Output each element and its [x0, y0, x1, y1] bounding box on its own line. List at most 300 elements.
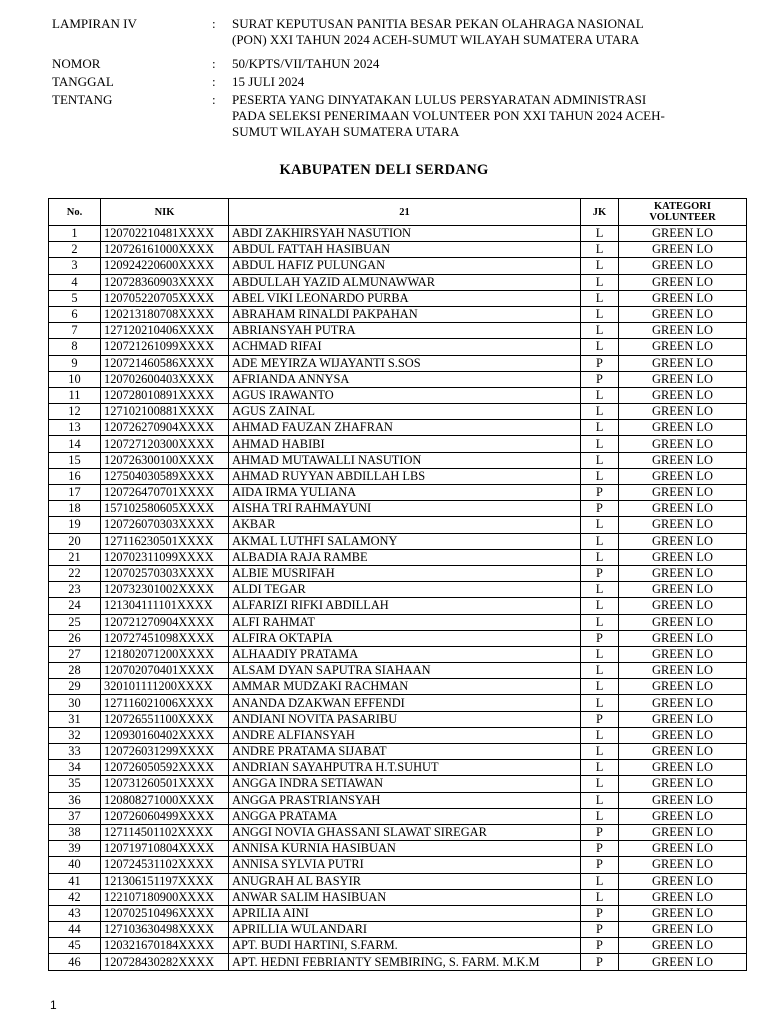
- row-kategori: GREEN LO: [619, 938, 747, 954]
- row-kategori: GREEN LO: [619, 226, 747, 242]
- row-jk: L: [581, 517, 619, 533]
- table-row: [49, 744, 747, 760]
- row-kategori: GREEN LO: [619, 306, 747, 322]
- row-name: AHMAD FAUZAN ZHAFRAN: [229, 420, 581, 436]
- row-number: 45: [49, 938, 101, 954]
- row-number: 42: [49, 889, 101, 905]
- row-kategori: GREEN LO: [619, 776, 747, 792]
- lampiran-colon: :: [212, 16, 216, 31]
- row-nik: 120721270904XXXX: [101, 614, 229, 630]
- row-kategori: GREEN LO: [619, 954, 747, 970]
- row-jk: P: [581, 485, 619, 501]
- row-number: 6: [49, 306, 101, 322]
- table-row: [49, 306, 747, 322]
- table-row: [49, 760, 747, 776]
- row-name: AHMAD HABIBI: [229, 436, 581, 452]
- row-kategori: GREEN LO: [619, 614, 747, 630]
- row-name: ANUGRAH AL BASYIR: [229, 873, 581, 889]
- row-jk: L: [581, 549, 619, 565]
- row-jk: P: [581, 501, 619, 517]
- row-kategori: GREEN LO: [619, 533, 747, 549]
- row-number: 15: [49, 452, 101, 468]
- row-number: 29: [49, 679, 101, 695]
- row-nik: 120726161000XXXX: [101, 242, 229, 258]
- row-name: ALHAADIY PRATAMA: [229, 646, 581, 662]
- row-jk: L: [581, 792, 619, 808]
- row-number: 33: [49, 744, 101, 760]
- row-name: AGUS IRAWANTO: [229, 387, 581, 403]
- row-nik: 120726060499XXXX: [101, 808, 229, 824]
- row-name: APT. HEDNI FEBRIANTY SEMBIRING, S. FARM. M.K.M: [229, 954, 581, 970]
- tentang-value: [232, 92, 752, 140]
- table-row: [49, 873, 747, 889]
- row-number: 38: [49, 824, 101, 840]
- table-row: [49, 355, 747, 371]
- row-name: ABDUL HAFIZ PULUNGAN: [229, 258, 581, 274]
- row-nik: 120321670184XXXX: [101, 938, 229, 954]
- row-nik: 121802071200XXXX: [101, 646, 229, 662]
- row-jk: P: [581, 630, 619, 646]
- row-number: 25: [49, 614, 101, 630]
- row-name: ANWAR SALIM HASIBUAN: [229, 889, 581, 905]
- table-row: [49, 485, 747, 501]
- row-number: 3: [49, 258, 101, 274]
- row-kategori: GREEN LO: [619, 517, 747, 533]
- row-nik: 120705220705XXXX: [101, 290, 229, 306]
- row-jk: L: [581, 663, 619, 679]
- row-kategori: GREEN LO: [619, 646, 747, 662]
- row-number: 44: [49, 922, 101, 938]
- table-row: [49, 420, 747, 436]
- row-nik: 120728360903XXXX: [101, 274, 229, 290]
- row-nik: 120726270904XXXX: [101, 420, 229, 436]
- tentang-line: PESERTA YANG DINYATAKAN LULUS PERSYARATAN ADMINISTRASI: [232, 92, 647, 107]
- table-header-row: [49, 199, 747, 226]
- header-jk: JK: [581, 199, 619, 226]
- row-jk: L: [581, 727, 619, 743]
- row-number: 27: [49, 646, 101, 662]
- row-number: 5: [49, 290, 101, 306]
- row-kategori: GREEN LO: [619, 841, 747, 857]
- row-number: 36: [49, 792, 101, 808]
- row-jk: P: [581, 938, 619, 954]
- row-kategori: GREEN LO: [619, 727, 747, 743]
- row-number: 46: [49, 954, 101, 970]
- row-jk: P: [581, 922, 619, 938]
- row-jk: L: [581, 436, 619, 452]
- row-kategori: GREEN LO: [619, 824, 747, 840]
- row-jk: L: [581, 258, 619, 274]
- row-number: 32: [49, 727, 101, 743]
- row-jk: L: [581, 744, 619, 760]
- row-jk: L: [581, 226, 619, 242]
- header-no: No.: [49, 199, 101, 226]
- row-number: 14: [49, 436, 101, 452]
- row-name: AKMAL LUTHFI SALAMONY: [229, 533, 581, 549]
- row-kategori: GREEN LO: [619, 242, 747, 258]
- table-row: [49, 938, 747, 954]
- row-jk: P: [581, 565, 619, 581]
- row-kategori: GREEN LO: [619, 630, 747, 646]
- row-kategori: GREEN LO: [619, 323, 747, 339]
- table-row: [49, 954, 747, 970]
- row-kategori: GREEN LO: [619, 565, 747, 581]
- row-name: AGUS ZAINAL: [229, 404, 581, 420]
- row-name: ANNISA KURNIA HASIBUAN: [229, 841, 581, 857]
- row-name: ALFIRA OKTAPIA: [229, 630, 581, 646]
- row-nik: 120702311099XXXX: [101, 549, 229, 565]
- row-kategori: GREEN LO: [619, 420, 747, 436]
- row-number: 22: [49, 565, 101, 581]
- table-row: [49, 436, 747, 452]
- row-number: 26: [49, 630, 101, 646]
- row-name: ANNISA SYLVIA PUTRI: [229, 857, 581, 873]
- row-kategori: GREEN LO: [619, 711, 747, 727]
- row-kategori: GREEN LO: [619, 258, 747, 274]
- table-row: [49, 922, 747, 938]
- row-kategori: GREEN LO: [619, 582, 747, 598]
- table-row: [49, 517, 747, 533]
- nomor-colon: :: [212, 56, 216, 71]
- table-row: [49, 452, 747, 468]
- row-nik: 127103630498XXXX: [101, 922, 229, 938]
- table-row: [49, 792, 747, 808]
- row-jk: L: [581, 646, 619, 662]
- table-row: [49, 679, 747, 695]
- row-name: AHMAD MUTAWALLI NASUTION: [229, 452, 581, 468]
- row-number: 9: [49, 355, 101, 371]
- row-kategori: GREEN LO: [619, 501, 747, 517]
- row-number: 24: [49, 598, 101, 614]
- lampiran-line: SURAT KEPUTUSAN PANITIA BESAR PEKAN OLAHRAGA NASIONAL: [232, 16, 644, 31]
- lampiran-value: [232, 16, 752, 48]
- row-jk: L: [581, 760, 619, 776]
- row-nik: 127114501102XXXX: [101, 824, 229, 840]
- row-jk: L: [581, 306, 619, 322]
- row-kategori: GREEN LO: [619, 857, 747, 873]
- row-kategori: GREEN LO: [619, 663, 747, 679]
- row-nik: 120702570303XXXX: [101, 565, 229, 581]
- row-nik: 120924220600XXXX: [101, 258, 229, 274]
- row-name: ALDI TEGAR: [229, 582, 581, 598]
- row-nik: 120726551100XXXX: [101, 711, 229, 727]
- row-number: 20: [49, 533, 101, 549]
- tanggal-colon: :: [212, 74, 216, 89]
- tentang-line: SUMUT WILAYAH SUMATERA UTARA: [232, 124, 460, 139]
- table-row: [49, 290, 747, 306]
- row-nik: 121306151197XXXX: [101, 873, 229, 889]
- row-nik: 320101111200XXXX: [101, 679, 229, 695]
- row-nik: 120719710804XXXX: [101, 841, 229, 857]
- row-kategori: GREEN LO: [619, 387, 747, 403]
- row-number: 30: [49, 695, 101, 711]
- row-kategori: GREEN LO: [619, 889, 747, 905]
- row-number: 4: [49, 274, 101, 290]
- row-number: 34: [49, 760, 101, 776]
- tanggal-label: TANGGAL: [52, 74, 114, 89]
- row-number: 21: [49, 549, 101, 565]
- row-kategori: GREEN LO: [619, 695, 747, 711]
- row-kategori: GREEN LO: [619, 468, 747, 484]
- row-nik: 120726470701XXXX: [101, 485, 229, 501]
- row-kategori: GREEN LO: [619, 549, 747, 565]
- tentang-label: TENTANG: [52, 92, 113, 107]
- row-name: ALBIE MUSRIFAH: [229, 565, 581, 581]
- row-name: APRILLIA WULANDARI: [229, 922, 581, 938]
- row-kategori: GREEN LO: [619, 371, 747, 387]
- row-number: 40: [49, 857, 101, 873]
- table-row: [49, 905, 747, 921]
- row-kategori: GREEN LO: [619, 355, 747, 371]
- row-nik: 120726070303XXXX: [101, 517, 229, 533]
- row-name: ANGGI NOVIA GHASSANI SLAWAT SIREGAR: [229, 824, 581, 840]
- row-jk: L: [581, 889, 619, 905]
- row-number: 17: [49, 485, 101, 501]
- document-title: KABUPATEN DELI SERDANG: [279, 162, 489, 178]
- row-nik: 127102100881XXXX: [101, 404, 229, 420]
- table-row: [49, 776, 747, 792]
- tanggal-value: 15 JULI 2024: [232, 74, 305, 89]
- header-kategori: KATEGORI VOLUNTEER: [619, 199, 747, 226]
- table-row: [49, 711, 747, 727]
- row-jk: L: [581, 468, 619, 484]
- row-nik: 122107180900XXXX: [101, 889, 229, 905]
- row-jk: L: [581, 387, 619, 403]
- row-number: 18: [49, 501, 101, 517]
- row-name: ANGGA PRASTRIANSYAH: [229, 792, 581, 808]
- row-name: ANGGA INDRA SETIAWAN: [229, 776, 581, 792]
- row-nik: 120702600403XXXX: [101, 371, 229, 387]
- row-jk: L: [581, 274, 619, 290]
- row-number: 39: [49, 841, 101, 857]
- row-jk: P: [581, 371, 619, 387]
- row-nik: 120724531102XXXX: [101, 857, 229, 873]
- table-row: [49, 565, 747, 581]
- row-nik: 120213180708XXXX: [101, 306, 229, 322]
- row-kategori: GREEN LO: [619, 339, 747, 355]
- row-name: AISHA TRI RAHMAYUNI: [229, 501, 581, 517]
- row-name: APRILIA AINI: [229, 905, 581, 921]
- row-name: AFRIANDA ANNYSA: [229, 371, 581, 387]
- row-number: 7: [49, 323, 101, 339]
- row-jk: L: [581, 290, 619, 306]
- row-name: ANDRIAN SAYAHPUTRA H.T.SUHUT: [229, 760, 581, 776]
- row-kategori: GREEN LO: [619, 808, 747, 824]
- row-name: ABDI ZAKHIRSYAH NASUTION: [229, 226, 581, 242]
- table-row: [49, 323, 747, 339]
- row-name: ABRAHAM RINALDI PAKPAHAN: [229, 306, 581, 322]
- table-row: [49, 630, 747, 646]
- row-jk: L: [581, 695, 619, 711]
- row-kategori: GREEN LO: [619, 452, 747, 468]
- row-name: ALFI RAHMAT: [229, 614, 581, 630]
- row-name: ABRIANSYAH PUTRA: [229, 323, 581, 339]
- row-nik: 120726050592XXXX: [101, 760, 229, 776]
- row-name: ABDUL FATTAH HASIBUAN: [229, 242, 581, 258]
- table-row: [49, 857, 747, 873]
- table-row: [49, 371, 747, 387]
- table-row: [49, 663, 747, 679]
- row-number: 13: [49, 420, 101, 436]
- page-number: 1: [50, 998, 57, 1012]
- table-row: [49, 614, 747, 630]
- row-jk: L: [581, 404, 619, 420]
- row-kategori: GREEN LO: [619, 436, 747, 452]
- row-jk: P: [581, 857, 619, 873]
- table-row: [49, 824, 747, 840]
- table-row: [49, 808, 747, 824]
- row-jk: L: [581, 808, 619, 824]
- table-row: [49, 468, 747, 484]
- row-name: AHMAD RUYYAN ABDILLAH LBS: [229, 468, 581, 484]
- table-row: [49, 501, 747, 517]
- row-number: 16: [49, 468, 101, 484]
- table-row: [49, 549, 747, 565]
- row-nik: 120731260501XXXX: [101, 776, 229, 792]
- row-number: 8: [49, 339, 101, 355]
- table-row: [49, 387, 747, 403]
- row-kategori: GREEN LO: [619, 873, 747, 889]
- row-kategori: GREEN LO: [619, 485, 747, 501]
- table-row: [49, 533, 747, 549]
- row-nik: 120728010891XXXX: [101, 387, 229, 403]
- table-row: [49, 582, 747, 598]
- row-name: ANDRE ALFIANSYAH: [229, 727, 581, 743]
- row-kategori: GREEN LO: [619, 744, 747, 760]
- row-number: 23: [49, 582, 101, 598]
- row-nik: 120702510496XXXX: [101, 905, 229, 921]
- row-name: AMMAR MUDZAKI RACHMAN: [229, 679, 581, 695]
- row-number: 28: [49, 663, 101, 679]
- row-number: 11: [49, 387, 101, 403]
- header-name: 21: [229, 199, 581, 226]
- row-kategori: GREEN LO: [619, 792, 747, 808]
- row-name: ADE MEYIRZA WIJAYANTI S.SOS: [229, 355, 581, 371]
- row-jk: P: [581, 711, 619, 727]
- row-jk: L: [581, 339, 619, 355]
- row-number: 1: [49, 226, 101, 242]
- row-kategori: GREEN LO: [619, 290, 747, 306]
- row-name: AKBAR: [229, 517, 581, 533]
- row-jk: P: [581, 954, 619, 970]
- row-nik: 120702210481XXXX: [101, 226, 229, 242]
- row-jk: P: [581, 841, 619, 857]
- row-nik: 120732301002XXXX: [101, 582, 229, 598]
- row-nik: 120726300100XXXX: [101, 452, 229, 468]
- table-row: [49, 727, 747, 743]
- row-name: ALSAM DYAN SAPUTRA SIAHAAN: [229, 663, 581, 679]
- nomor-label: NOMOR: [52, 56, 101, 71]
- row-nik: 127116021006XXXX: [101, 695, 229, 711]
- row-jk: L: [581, 598, 619, 614]
- row-jk: P: [581, 355, 619, 371]
- row-jk: L: [581, 242, 619, 258]
- row-number: 31: [49, 711, 101, 727]
- row-nik: 157102580605XXXX: [101, 501, 229, 517]
- table-row: [49, 695, 747, 711]
- row-name: AIDA IRMA YULIANA: [229, 485, 581, 501]
- row-jk: L: [581, 873, 619, 889]
- row-name: ALFARIZI RIFKI ABDILLAH: [229, 598, 581, 614]
- header-nik: NIK: [101, 199, 229, 226]
- row-nik: 120726031299XXXX: [101, 744, 229, 760]
- row-jk: L: [581, 776, 619, 792]
- row-nik: 127120210406XXXX: [101, 323, 229, 339]
- row-number: 37: [49, 808, 101, 824]
- lampiran-line: (PON) XXI TAHUN 2024 ACEH-SUMUT WILAYAH SUMATERA UTARA: [232, 32, 640, 47]
- table-row: [49, 841, 747, 857]
- table-row: [49, 404, 747, 420]
- row-number: 10: [49, 371, 101, 387]
- table-row: [49, 226, 747, 242]
- nomor-value: 50/KPTS/VII/TAHUN 2024: [232, 56, 380, 71]
- volunteer-table: [48, 198, 747, 971]
- row-number: 12: [49, 404, 101, 420]
- row-name: ACHMAD RIFAI: [229, 339, 581, 355]
- tentang-line: PADA SELEKSI PENERIMAAN VOLUNTEER PON XXI TAHUN 2024 ACEH-: [232, 108, 665, 123]
- row-name: ANDRE PRATAMA SIJABAT: [229, 744, 581, 760]
- row-nik: 120727120300XXXX: [101, 436, 229, 452]
- table-body: [49, 226, 747, 971]
- row-jk: L: [581, 582, 619, 598]
- row-nik: 120721261099XXXX: [101, 339, 229, 355]
- row-jk: P: [581, 824, 619, 840]
- row-nik: 120702070401XXXX: [101, 663, 229, 679]
- tentang-colon: :: [212, 92, 216, 107]
- row-name: ALBADIA RAJA RAMBE: [229, 549, 581, 565]
- row-kategori: GREEN LO: [619, 760, 747, 776]
- row-kategori: GREEN LO: [619, 598, 747, 614]
- table-row: [49, 598, 747, 614]
- row-jk: L: [581, 679, 619, 695]
- table-row: [49, 258, 747, 274]
- row-name: ANANDA DZAKWAN EFFENDI: [229, 695, 581, 711]
- row-kategori: GREEN LO: [619, 404, 747, 420]
- row-name: ABEL VIKI LEONARDO PURBA: [229, 290, 581, 306]
- row-name: APT. BUDI HARTINI, S.FARM.: [229, 938, 581, 954]
- row-nik: 127504030589XXXX: [101, 468, 229, 484]
- row-jk: P: [581, 905, 619, 921]
- row-jk: L: [581, 420, 619, 436]
- row-kategori: GREEN LO: [619, 905, 747, 921]
- row-jk: L: [581, 614, 619, 630]
- row-number: 19: [49, 517, 101, 533]
- table-row: [49, 339, 747, 355]
- row-jk: L: [581, 452, 619, 468]
- row-jk: L: [581, 323, 619, 339]
- row-nik: 120808271000XXXX: [101, 792, 229, 808]
- row-nik: 120727451098XXXX: [101, 630, 229, 646]
- table-row: [49, 889, 747, 905]
- table-row: [49, 274, 747, 290]
- lampiran-label: LAMPIRAN IV: [52, 16, 137, 31]
- row-kategori: GREEN LO: [619, 679, 747, 695]
- row-kategori: GREEN LO: [619, 274, 747, 290]
- row-kategori: GREEN LO: [619, 922, 747, 938]
- row-nik: 120728430282XXXX: [101, 954, 229, 970]
- row-jk: L: [581, 533, 619, 549]
- row-nik: 127116230501XXXX: [101, 533, 229, 549]
- row-name: ANGGA PRATAMA: [229, 808, 581, 824]
- table-row: [49, 646, 747, 662]
- row-nik: 121304111101XXXX: [101, 598, 229, 614]
- table-row: [49, 242, 747, 258]
- row-name: ABDULLAH YAZID ALMUNAWWAR: [229, 274, 581, 290]
- row-number: 43: [49, 905, 101, 921]
- row-name: ANDIANI NOVITA PASARIBU: [229, 711, 581, 727]
- row-number: 35: [49, 776, 101, 792]
- row-nik: 120721460586XXXX: [101, 355, 229, 371]
